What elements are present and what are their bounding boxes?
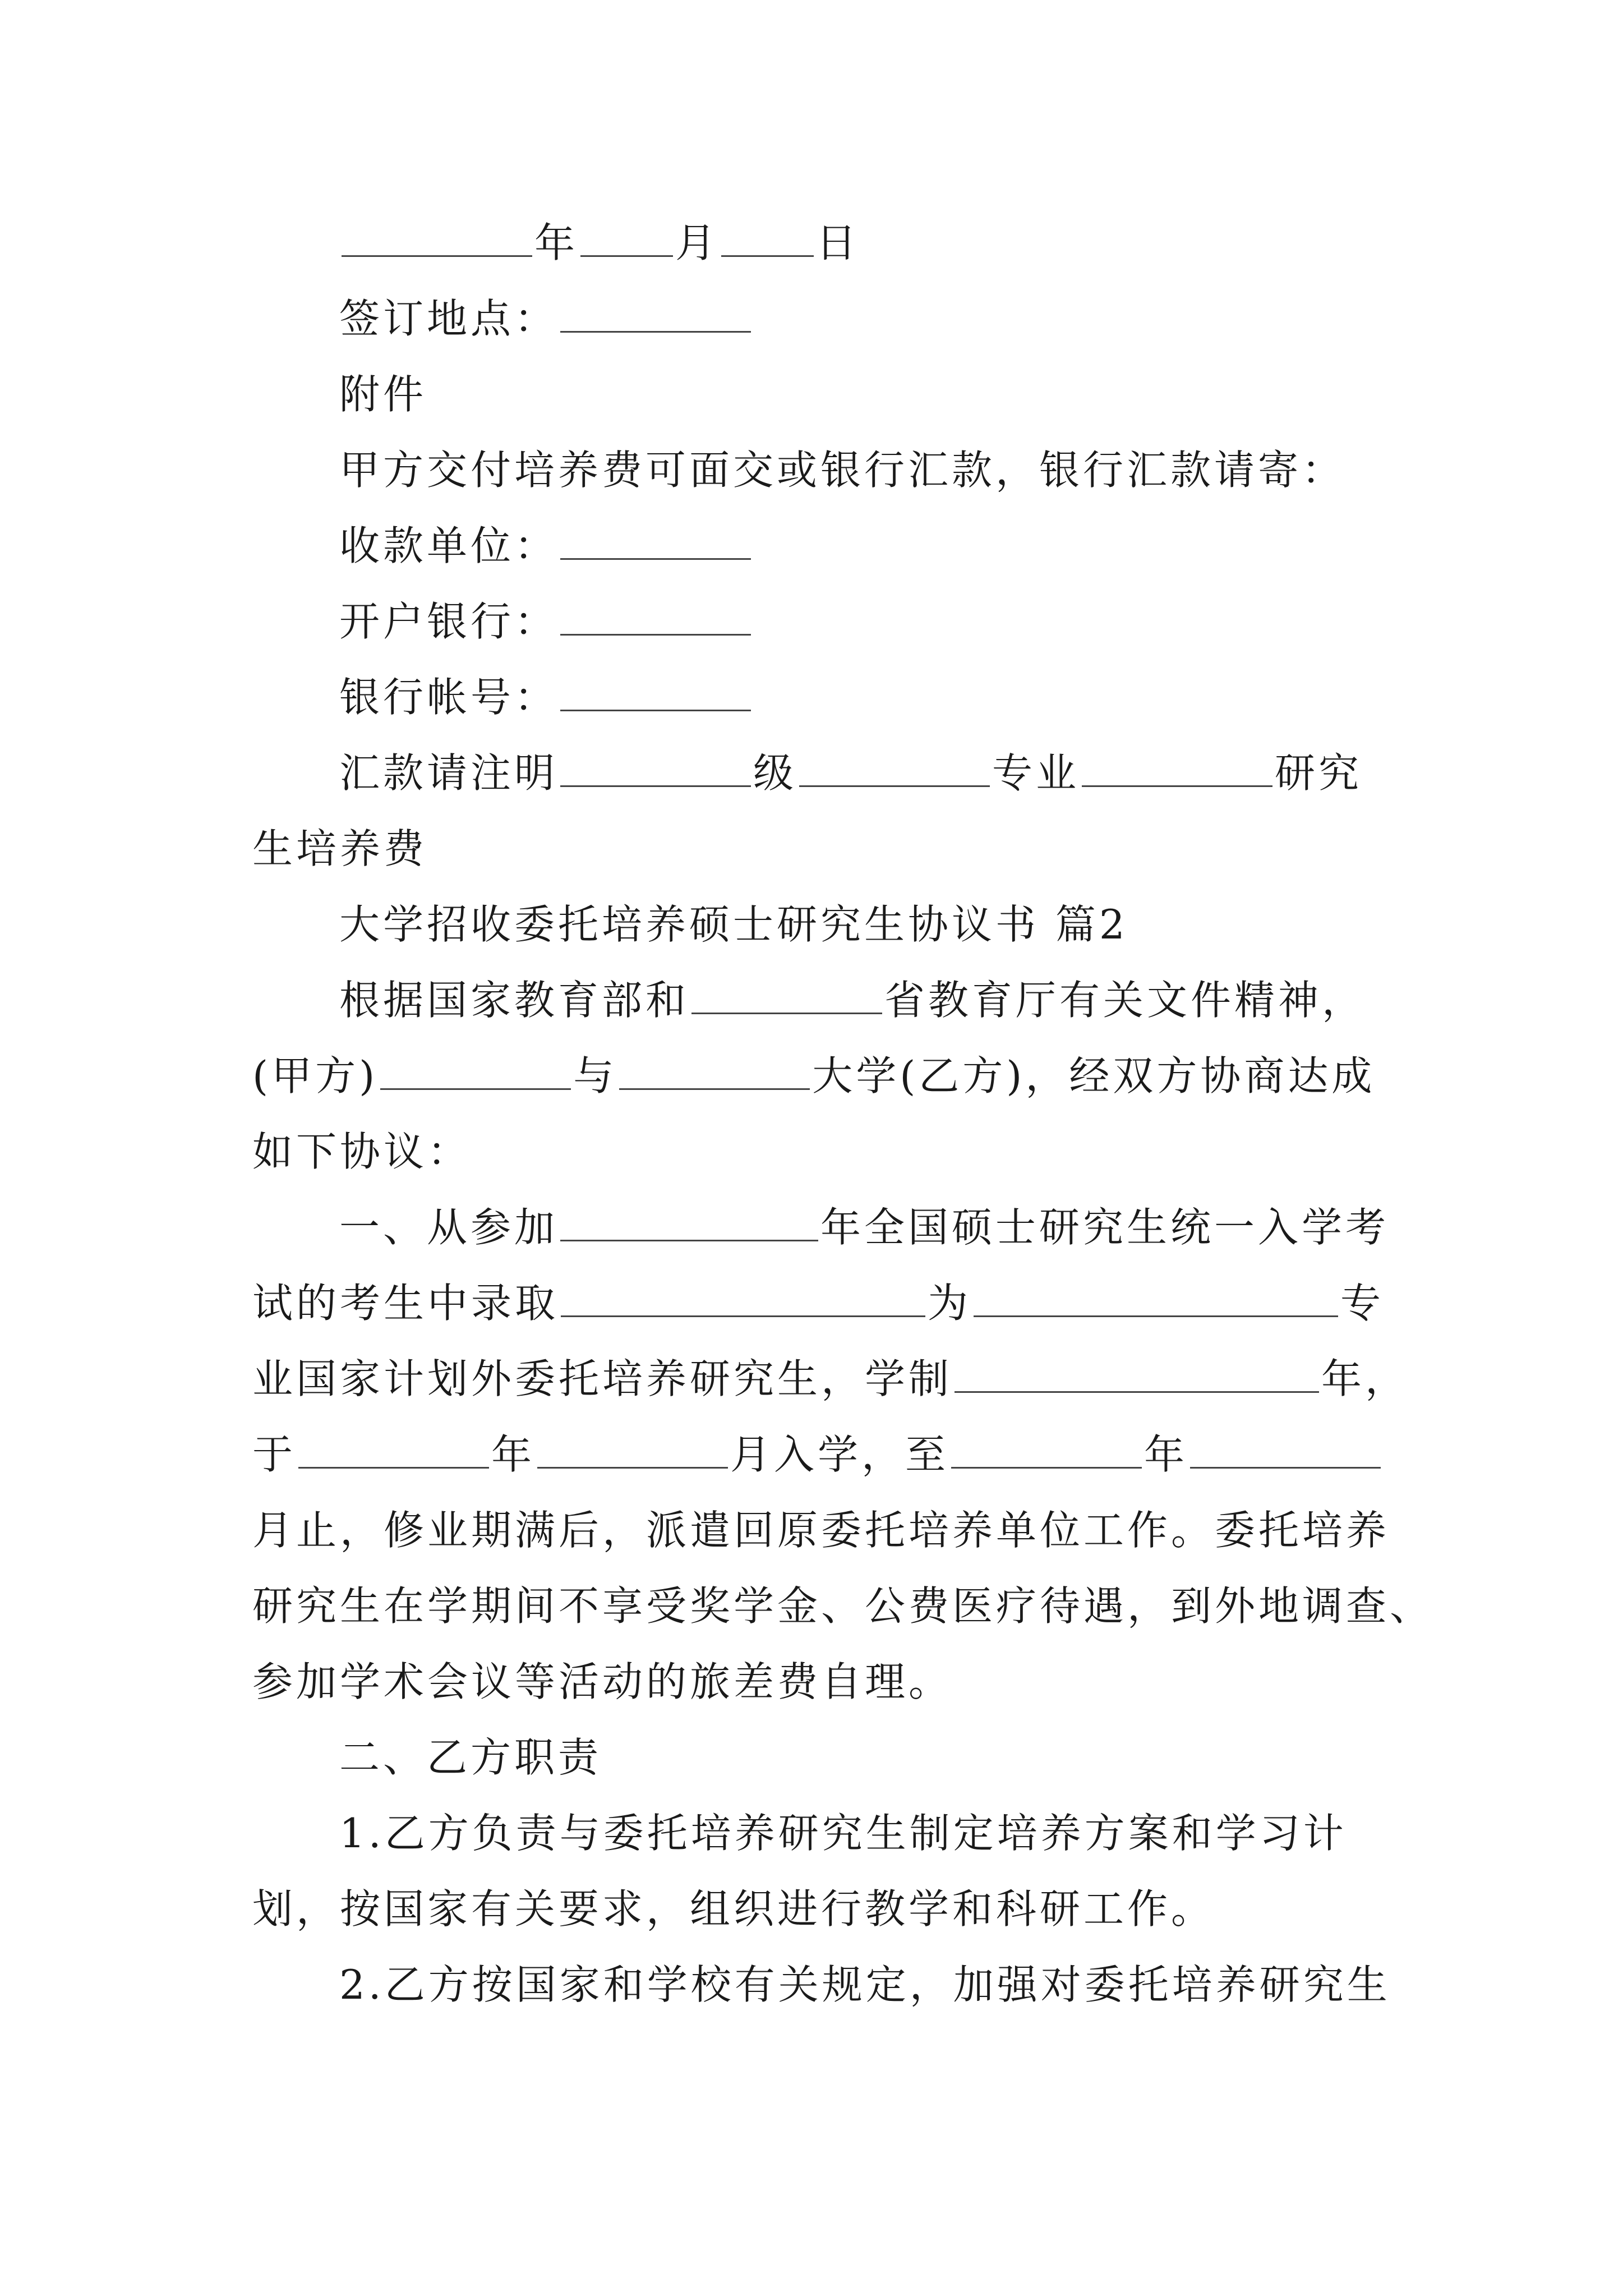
remittance-line: 汇款请注明 级 专业 研究 bbox=[339, 749, 1363, 797]
remittance-line-cont: 生培养费 bbox=[252, 825, 428, 872]
university-blank bbox=[619, 1053, 810, 1090]
section1-line7: 参加学术会议等活动的旅差费自理。 bbox=[252, 1658, 953, 1705]
duration-blank bbox=[955, 1356, 1319, 1393]
year-blank bbox=[342, 220, 532, 257]
grade-blank bbox=[560, 751, 751, 787]
bank-blank bbox=[560, 599, 751, 636]
account-blank bbox=[560, 675, 751, 711]
province-blank bbox=[691, 978, 882, 1014]
payee-blank bbox=[560, 523, 751, 560]
section1-line4: 于 年 月入学，至 年 bbox=[252, 1428, 1396, 1481]
payment-intro: 甲方交付培养费可面交或银行汇款，银行汇款请寄： bbox=[339, 447, 1346, 494]
end-month-blank bbox=[1190, 1432, 1381, 1469]
section2-title: 二、乙方职责 bbox=[339, 1734, 602, 1781]
account-line: 银行帐号： bbox=[339, 670, 1399, 724]
start-month-blank bbox=[537, 1432, 728, 1469]
section1-line3: 业国家计划外委托培养研究生，学制 年， bbox=[252, 1355, 1409, 1402]
section2-item1-line1: 1.乙方负责与委托培养研究生制定培养方案和学习计 bbox=[339, 1810, 1347, 1857]
month-blank bbox=[580, 220, 673, 257]
place-blank bbox=[560, 296, 751, 333]
section1-line5: 月止，修业期满后，派遣回原委托培养单位工作。委托培养 bbox=[252, 1507, 1390, 1554]
section1-line1: 一、从参加 年全国硕士研究生统一入学考 bbox=[339, 1204, 1390, 1251]
article2-para1-line3: 如下协议： bbox=[252, 1128, 472, 1175]
bank-line: 开户银行： bbox=[339, 595, 1399, 648]
article2-para1-line2: (甲方) 与 大学(乙方)，经双方协商达成 bbox=[252, 1052, 1376, 1099]
section2-item1-line2: 划，按国家有关要求，组织进行教学和科研工作。 bbox=[252, 1885, 1215, 1932]
day-blank bbox=[721, 220, 814, 257]
sign-place-line: 签订地点： bbox=[339, 292, 1399, 346]
exam-year-blank bbox=[560, 1205, 818, 1241]
major-blank bbox=[799, 751, 990, 787]
end-year-blank bbox=[951, 1432, 1142, 1469]
student-blank bbox=[561, 1281, 925, 1317]
article2-title: 大学招收委托培养硕士研究生协议书 篇2 bbox=[339, 901, 1128, 948]
major-field-blank bbox=[974, 1281, 1338, 1317]
attachment-title: 附件 bbox=[339, 371, 427, 418]
payee-line: 收款单位： bbox=[339, 519, 1399, 573]
party-a-blank bbox=[380, 1053, 571, 1090]
start-year-blank bbox=[298, 1432, 489, 1469]
research-blank bbox=[1082, 751, 1272, 787]
section1-line2: 试的考生中录取 为 专 bbox=[252, 1280, 1385, 1327]
article2-para1-line1: 根据国家教育部和 省教育厅有关文件精神， bbox=[339, 977, 1366, 1024]
section1-line6: 研究生在学期间不享受奖学金、公费医疗待遇，到外地调查、 bbox=[252, 1582, 1434, 1630]
section2-item2-line1: 2.乙方按国家和学校有关规定，加强对委托培养研究生 bbox=[339, 1961, 1391, 2008]
date-line: 年 月 日 bbox=[339, 216, 1399, 270]
